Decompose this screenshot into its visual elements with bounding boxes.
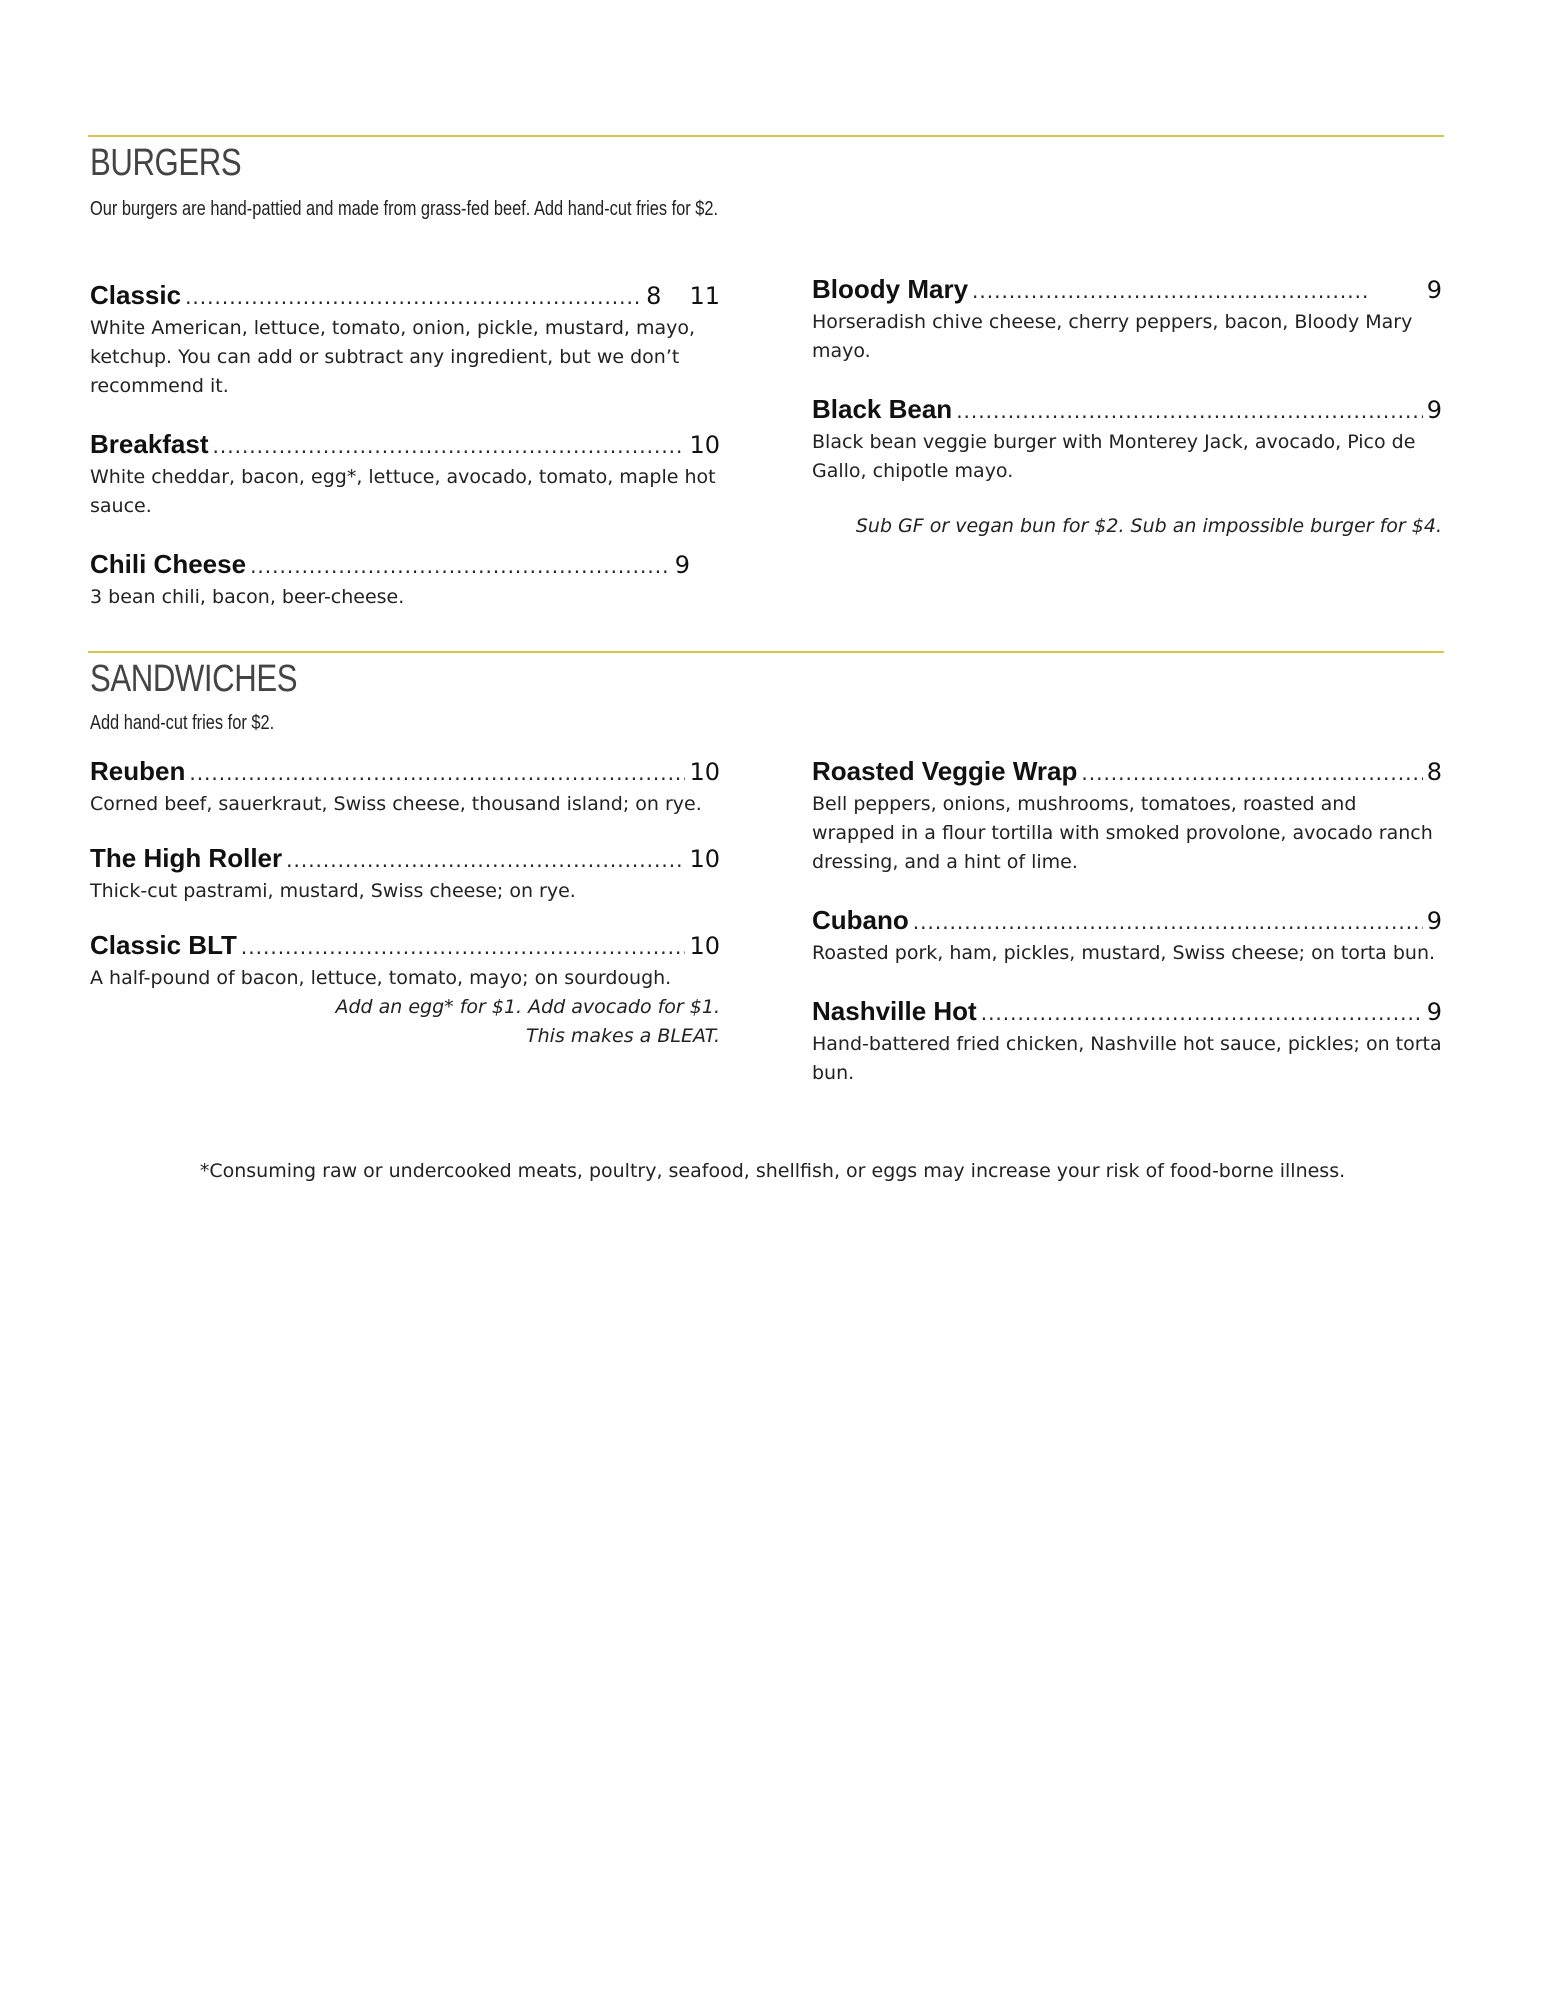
burgers-subtitle: Our burgers are hand-pattied and made from grass-fed beef. Add hand-cut fries for $2.	[90, 198, 719, 220]
item-price: 10	[689, 758, 720, 786]
item-price-double: 11	[689, 282, 720, 310]
sandwiches-subtitle: Add hand-cut fries for $2.	[90, 712, 275, 734]
item-description: Black bean veggie burger with Monterey Jack, avocado, Pico de Gallo, chipotle mayo.	[812, 431, 1416, 482]
leader-dots	[250, 549, 671, 583]
menu-item	[812, 994, 1442, 1088]
item-name: The High Roller	[90, 843, 283, 873]
leader-dots	[981, 996, 1423, 1030]
item-description: Horseradish chive cheese, cherry peppers, bacon, Bloody Mary mayo.	[812, 311, 1413, 362]
item-description: White American, lettuce, tomato, onion, pickle, mustard, mayo, ketchup. You can add or subtract any ingredient, but we don’t recommend it.	[90, 317, 696, 397]
menu-item	[90, 547, 720, 612]
leader-dots	[213, 429, 686, 463]
burgers-title: BURGERS	[90, 142, 242, 184]
item-name: Black Bean	[812, 394, 953, 424]
burgers-divider	[88, 135, 1444, 137]
item-name: Chili Cheese	[90, 549, 247, 579]
burgers-right-column	[812, 272, 1442, 541]
item-price: 9	[1426, 276, 1442, 304]
item-name: Bloody Mary	[812, 274, 969, 304]
bleat-note: This makes a BLEAT.	[526, 1025, 720, 1047]
leader-dots	[286, 843, 685, 877]
menu-item	[90, 278, 720, 401]
item-name: Breakfast	[90, 429, 209, 459]
menu-item	[812, 754, 1442, 877]
leader-dots	[241, 930, 686, 964]
leader-dots	[913, 905, 1423, 939]
menu-item	[90, 427, 720, 521]
item-name: Cubano	[812, 905, 909, 935]
leader-dots	[972, 274, 1367, 308]
burgers-left-column	[90, 278, 720, 638]
item-name: Reuben	[90, 756, 186, 786]
item-price: 8	[1426, 758, 1442, 786]
item-price: 9	[1426, 907, 1442, 935]
item-price: 10	[689, 845, 720, 873]
menu-item	[90, 928, 720, 993]
sandwiches-left-column	[90, 754, 720, 1051]
blt-addon-note: Add an egg* for $1. Add avocado for $1.	[335, 996, 720, 1018]
leader-dots	[956, 394, 1423, 428]
item-price: 8	[646, 282, 662, 310]
leader-dots	[1081, 756, 1422, 790]
item-price: 10	[689, 932, 720, 960]
item-description: 3 bean chili, bacon, beer-cheese.	[90, 586, 405, 608]
sandwiches-title: SANDWICHES	[90, 658, 298, 700]
item-description: Corned beef, sauerkraut, Swiss cheese, thousand island; on rye.	[90, 793, 702, 815]
menu-item	[90, 754, 720, 819]
burgers-substitution-note: Sub GF or vegan bun for $2. Sub an impossible burger for $4.	[855, 515, 1442, 537]
sandwiches-right-column	[812, 754, 1442, 1114]
item-description: Thick-cut pastrami, mustard, Swiss cheese; on rye.	[90, 880, 576, 902]
item-price: 10	[689, 431, 720, 459]
leader-dots	[185, 280, 642, 314]
item-name: Classic	[90, 280, 182, 310]
item-price: 9	[674, 551, 690, 579]
sandwiches-divider	[88, 651, 1444, 653]
menu-item	[812, 272, 1442, 366]
item-name: Nashville Hot	[812, 996, 977, 1026]
leader-dots	[189, 756, 685, 790]
item-name: Roasted Veggie Wrap	[812, 756, 1078, 786]
item-description: Hand-battered fried chicken, Nashville hot sauce, pickles; on torta bun.	[812, 1033, 1442, 1084]
menu-item	[812, 392, 1442, 486]
item-description: Bell peppers, onions, mushrooms, tomatoes, roasted and wrapped in a flour tortilla with smoked provolone, avocado ranch dressing, and a hint of lime.	[812, 793, 1433, 873]
item-description: A half-pound of bacon, lettuce, tomato, mayo; on sourdough.	[90, 967, 672, 989]
item-description: White cheddar, bacon, egg*, lettuce, avocado, tomato, maple hot sauce.	[90, 466, 716, 517]
menu-item	[812, 903, 1442, 968]
item-name: Classic BLT	[90, 930, 237, 960]
food-safety-disclaimer: *Consuming raw or undercooked meats, poultry, seafood, shellfish, or eggs may increase your risk of food-borne illness.	[199, 1160, 1346, 1182]
item-price: 9	[1426, 998, 1442, 1026]
item-description: Roasted pork, ham, pickles, mustard, Swiss cheese; on torta bun.	[812, 942, 1436, 964]
menu-item	[90, 841, 720, 906]
item-price: 9	[1426, 396, 1442, 424]
